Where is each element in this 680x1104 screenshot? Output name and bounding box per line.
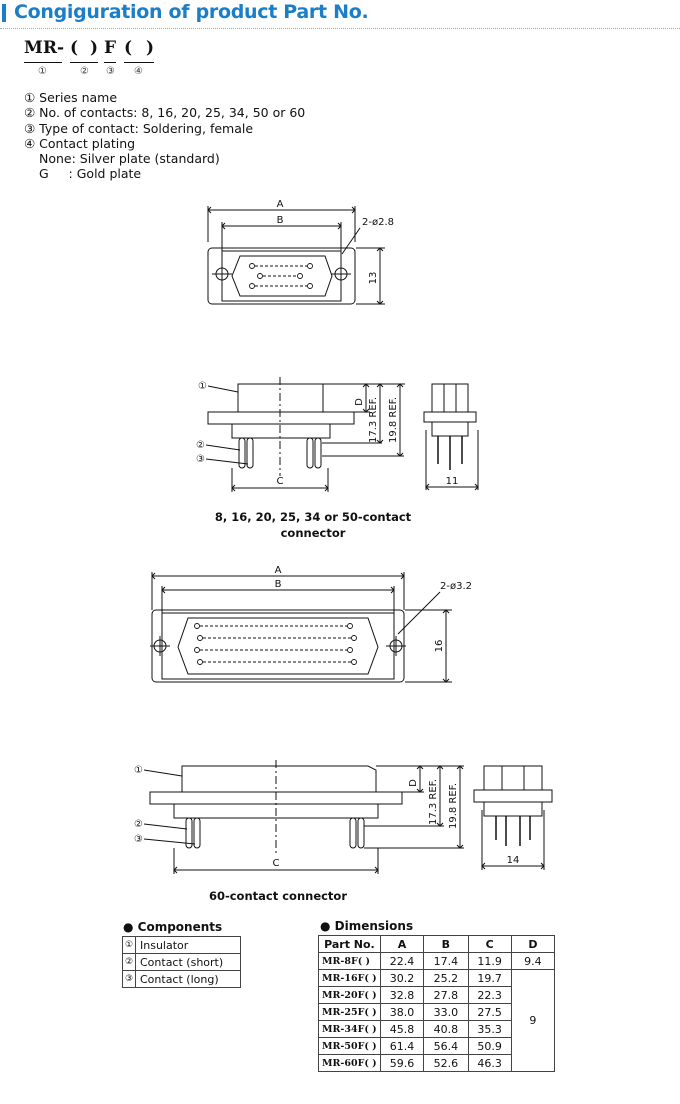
legend-plating: ④ Contact plating xyxy=(24,135,136,151)
dim-a-cell: 32.8 xyxy=(380,987,423,1004)
caption-1-line-2: connector xyxy=(280,526,346,540)
pn-mark-2: ② xyxy=(80,66,89,77)
pn-underline-1 xyxy=(24,62,62,63)
height-label: 13 xyxy=(368,271,379,285)
legend-type: ③ Type of contact: Soldering, female xyxy=(24,120,254,136)
component-name: Insulator xyxy=(136,937,241,954)
col-header: C xyxy=(468,936,511,953)
dim-label-b: B xyxy=(276,215,284,226)
marker-2: ② xyxy=(134,819,143,830)
marker-1: ① xyxy=(134,765,143,776)
caption-2-line-1: 60-contact connector xyxy=(208,889,348,903)
pn-underline-2 xyxy=(70,62,98,63)
legend-contacts: ② No. of contacts: 8, 16, 20, 25, 34, 50 or 60 xyxy=(24,105,306,121)
dim-d-cell: 9.4 xyxy=(511,953,554,970)
pn-close-1: ) xyxy=(90,38,99,58)
dim-a-cell: 61.4 xyxy=(380,1038,423,1055)
dim-label-c: C xyxy=(276,476,284,487)
part-no-cell: MR-50F( ) xyxy=(319,1038,381,1055)
dim-d-cell: 9 xyxy=(511,970,554,1072)
dim-c-cell: 35.3 xyxy=(468,1021,511,1038)
pn-underline-4 xyxy=(124,62,154,63)
ref-label-1: 17.3 REF. xyxy=(428,778,439,826)
pn-open-1: ( xyxy=(70,38,79,58)
dim-b-cell: 52.6 xyxy=(424,1055,468,1072)
part-no-cell: MR-34F( ) xyxy=(319,1021,381,1038)
drawing-1-top-view xyxy=(180,192,400,312)
drawing-2-side-view xyxy=(130,756,470,876)
dim-label-d: D xyxy=(408,779,419,787)
header-divider xyxy=(0,28,680,29)
page-header xyxy=(0,0,680,28)
part-no-cell: MR-20F( ) xyxy=(319,987,381,1004)
dim-label-d: D xyxy=(354,398,365,406)
hole-label: 2-ø2.8 xyxy=(362,217,394,228)
dim-label-c: C xyxy=(272,858,280,869)
components-title: ● Components xyxy=(123,920,223,934)
pn-mark-3: ③ xyxy=(106,66,115,77)
component-name: Contact (long) xyxy=(136,971,241,988)
marker-3: ③ xyxy=(134,834,143,845)
dim-c-cell: 50.9 xyxy=(468,1038,511,1055)
part-no-cell: MR-25F( ) xyxy=(319,1004,381,1021)
component-name: Contact (short) xyxy=(136,954,241,971)
dim-c-cell: 27.5 xyxy=(468,1004,511,1021)
height-label: 16 xyxy=(434,639,445,653)
dim-b-cell: 33.0 xyxy=(424,1004,468,1021)
pn-close-2: ) xyxy=(146,38,155,58)
pn-prefix: MR- xyxy=(24,38,65,58)
col-header: Part No. xyxy=(319,936,381,953)
dim-b-cell: 25.2 xyxy=(424,970,468,987)
dimensions-table xyxy=(318,935,555,1072)
pn-mark-4: ④ xyxy=(134,66,143,77)
drawing-2-top-view xyxy=(140,560,490,690)
table-row xyxy=(319,970,555,987)
table-row xyxy=(123,971,241,988)
dim-b-cell: 40.8 xyxy=(424,1021,468,1038)
dim-c-cell: 11.9 xyxy=(468,953,511,970)
col-header: A xyxy=(380,936,423,953)
table-row xyxy=(319,953,555,970)
marker-1: ① xyxy=(198,381,207,392)
dim-a-cell: 45.8 xyxy=(380,1021,423,1038)
component-num: ③ xyxy=(123,971,136,988)
marker-3: ③ xyxy=(196,454,205,465)
dim-b-cell: 27.8 xyxy=(424,987,468,1004)
drawing-2-end-view xyxy=(472,760,558,872)
pn-underline-3 xyxy=(104,62,116,63)
width-label: 14 xyxy=(506,855,520,866)
drawing-2-caption xyxy=(190,888,366,904)
ref-label-1: 17.3 REF. xyxy=(368,396,379,444)
header-accent-bar xyxy=(2,4,6,22)
dimensions-title: ● Dimensions xyxy=(320,919,414,933)
legend-plating-none: None: Silver plate (standard) xyxy=(39,151,220,167)
drawing-1-end-view xyxy=(418,380,498,492)
table-row xyxy=(123,937,241,954)
dim-a-cell: 38.0 xyxy=(380,1004,423,1021)
hole-label: 2-ø3.2 xyxy=(440,581,472,592)
part-number-format xyxy=(24,38,184,82)
dim-b-cell: 17.4 xyxy=(424,953,468,970)
dim-label-a: A xyxy=(274,565,282,576)
dim-c-cell: 19.7 xyxy=(468,970,511,987)
dim-a-cell: 30.2 xyxy=(380,970,423,987)
components-table xyxy=(122,936,241,988)
part-no-cell: MR-60F( ) xyxy=(319,1055,381,1072)
pn-open-2: ( xyxy=(124,38,133,58)
drawing-1-caption xyxy=(200,509,426,541)
table-row xyxy=(123,954,241,971)
legend-plating-gold: G : Gold plate xyxy=(39,166,142,182)
ref-label-2: 19.8 REF. xyxy=(388,396,399,444)
part-number-legend xyxy=(24,90,305,182)
dim-a-cell: 59.6 xyxy=(380,1055,423,1072)
dim-label-a: A xyxy=(276,199,284,210)
marker-2: ② xyxy=(196,440,205,451)
dim-a-cell: 22.4 xyxy=(380,953,423,970)
part-no-cell: MR-8F( ) xyxy=(319,953,381,970)
caption-1-line-1: 8, 16, 20, 25, 34 or 50-contact xyxy=(214,510,412,524)
component-num: ① xyxy=(123,937,136,954)
dim-label-b: B xyxy=(274,579,282,590)
legend-series: ① Series name xyxy=(24,90,118,105)
table-header-row xyxy=(319,936,555,953)
part-no-cell: MR-16F( ) xyxy=(319,970,381,987)
page-title: Congiguration of product Part No. xyxy=(14,1,369,23)
dim-b-cell: 56.4 xyxy=(424,1038,468,1055)
pn-mark-1: ① xyxy=(38,66,47,77)
width-label: 11 xyxy=(445,476,459,487)
component-num: ② xyxy=(123,954,136,971)
dim-c-cell: 22.3 xyxy=(468,987,511,1004)
pn-letter: F xyxy=(104,38,117,58)
ref-label-2: 19.8 REF. xyxy=(448,782,459,830)
col-header: D xyxy=(511,936,554,953)
dim-c-cell: 46.3 xyxy=(468,1055,511,1072)
col-header: B xyxy=(424,936,468,953)
